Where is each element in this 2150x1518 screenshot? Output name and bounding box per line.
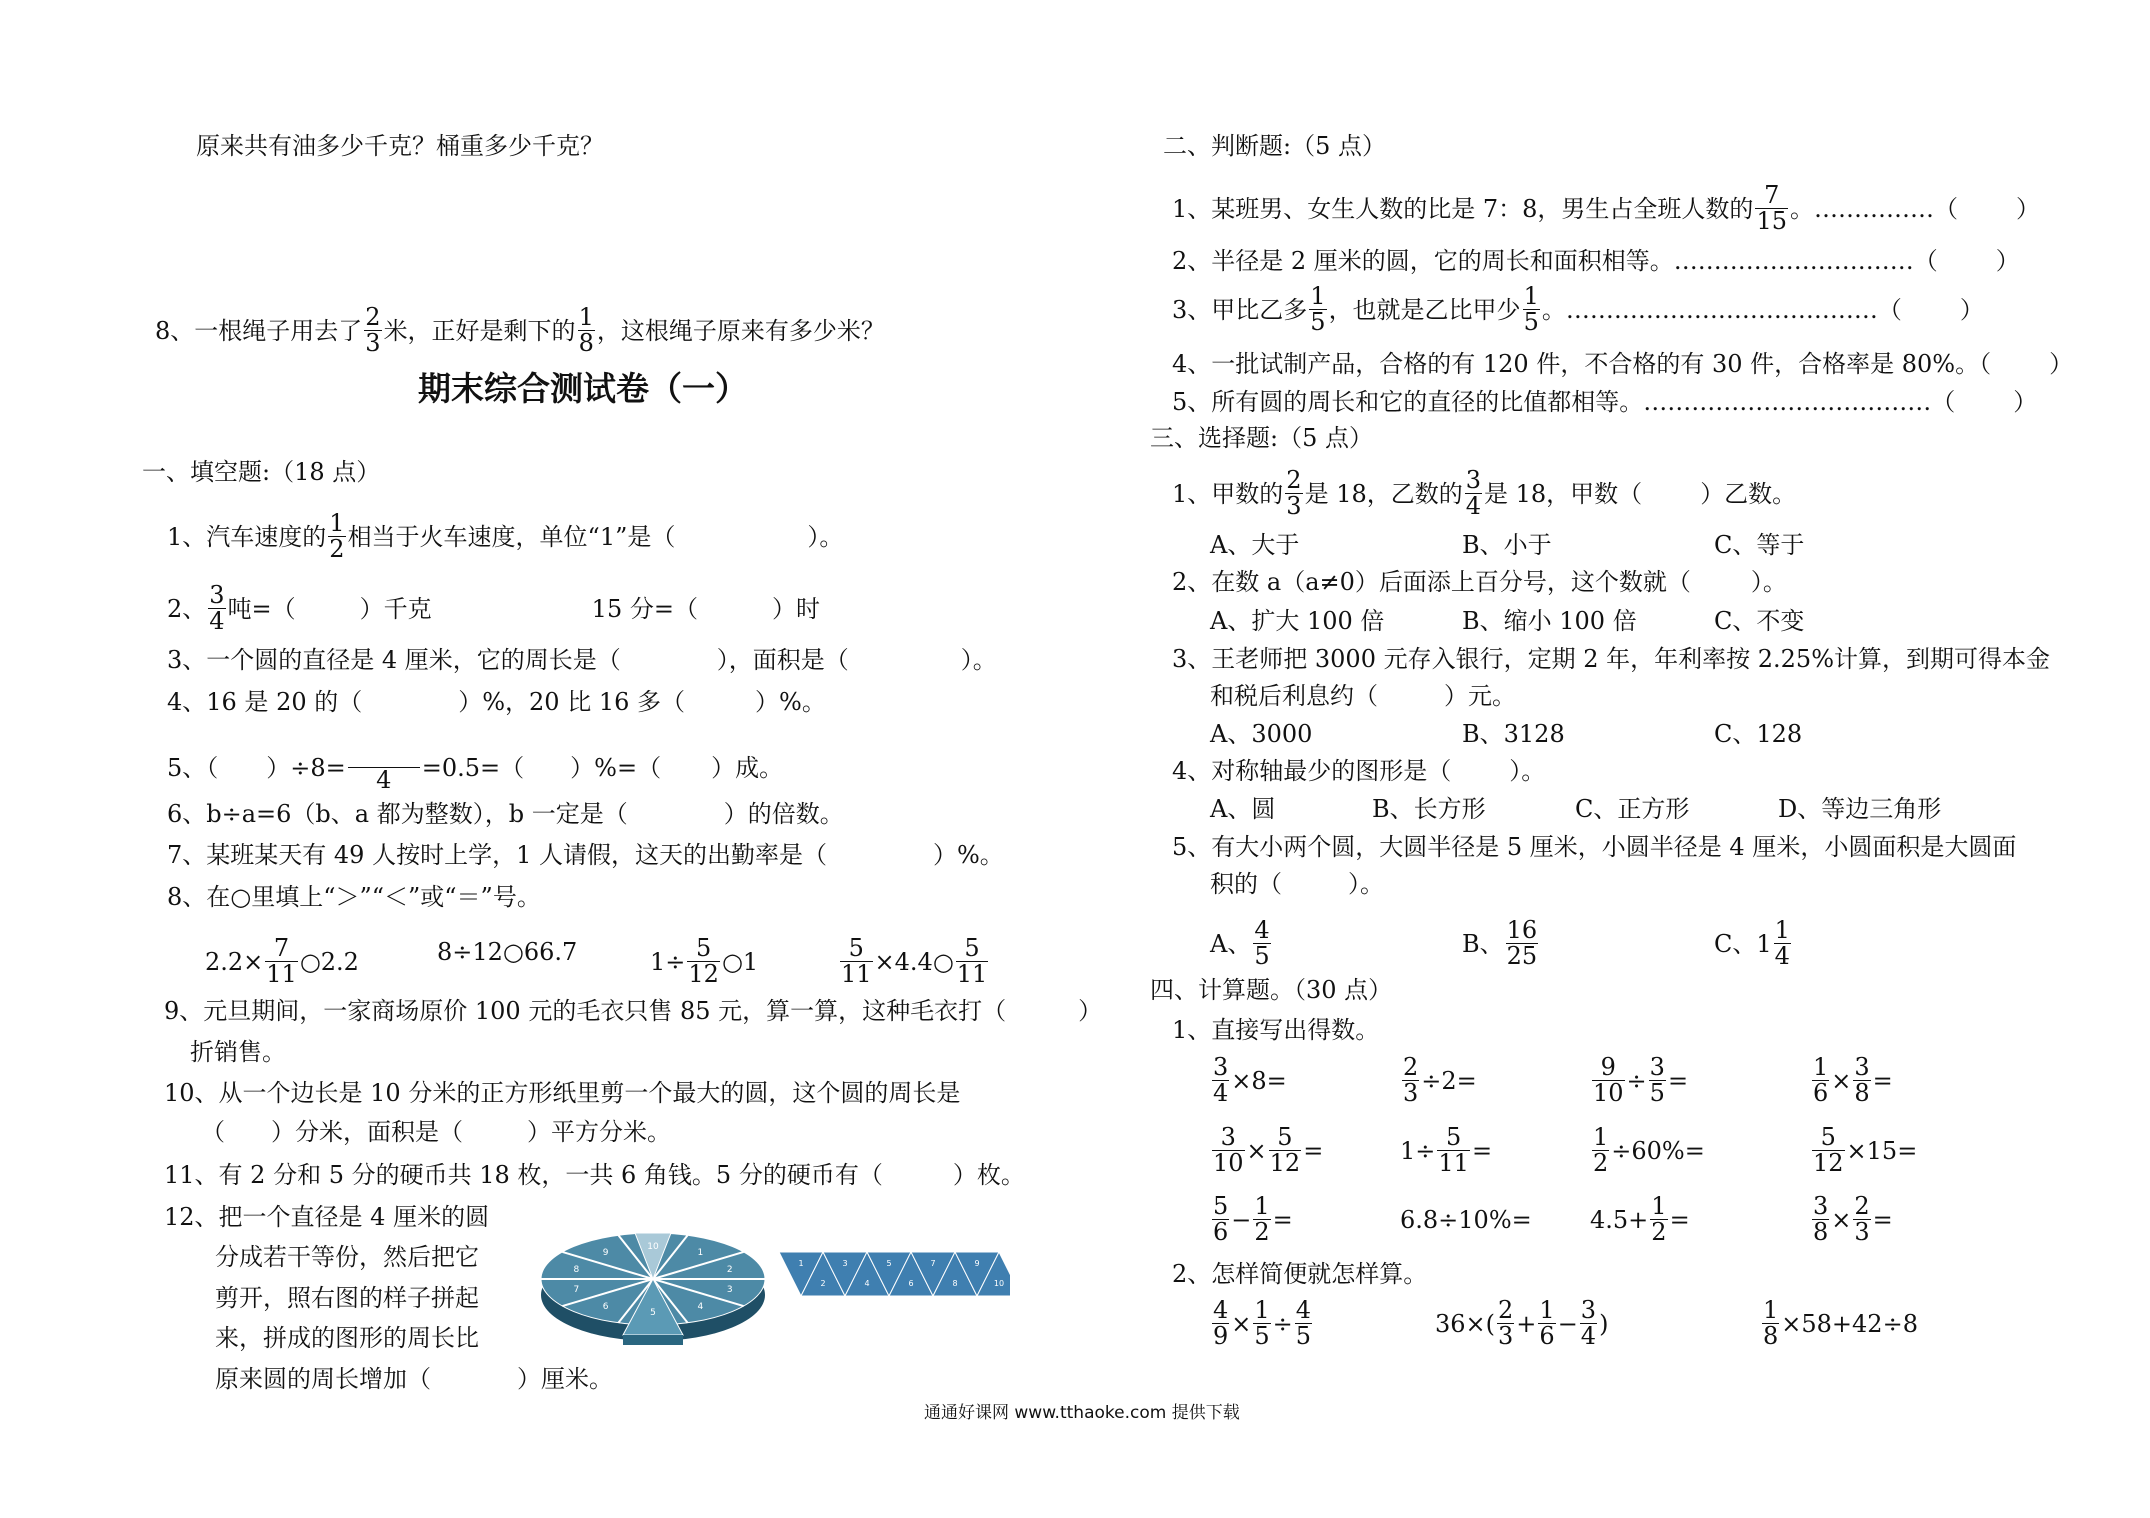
calc-item: $\frac{5}{6}$ − $\frac{1}{2}$ =	[1213, 1192, 1293, 1247]
calc-item: $\frac{5}{12}$ ×15=	[1813, 1123, 1918, 1178]
fill-question-9: 9、元旦期间，一家商场原价 100 元的毛衣只售 85 元，算一算，这种毛衣打（ ）	[164, 997, 1103, 1025]
simplify-2: 36×( $\frac{2}{3}$ + $\frac{1}{6}$ − $\frac{3}{4}$ )	[1435, 1296, 1609, 1351]
choice-5: 5、有大小两个圆，大圆半径是 5 厘米，小圆半径是 4 厘米，小圆面积是大圆面	[1172, 833, 2017, 861]
sector-label: 1	[697, 1248, 704, 1259]
choice-5-option-c: C、1 $\frac{1}{4}$	[1714, 916, 1790, 971]
choice-5-cont: 积的（ ）。	[1210, 870, 1384, 898]
sector-label: 5	[650, 1308, 656, 1319]
fill-question-12: 12、把一个直径是 4 厘米的圆	[164, 1203, 490, 1231]
fill-question-2: 2、 $\frac{3}{4}$ 吨=（ ）千克 15 分=（ ）时	[167, 581, 820, 636]
text: 米，正好是剩下的	[383, 317, 576, 346]
text: 8、一根绳子用去了	[155, 317, 363, 346]
section-3-heading: 三、选择题:（5 点）	[1150, 424, 1373, 452]
choice-1-option-b: B、小于	[1462, 531, 1552, 559]
choice-4-option-a: A、圆	[1210, 795, 1276, 823]
calc-item: $\frac{3}{10}$ × $\frac{5}{12}$ =	[1213, 1123, 1324, 1178]
choice-5-option-b: B、 $\frac{16}{25}$	[1462, 916, 1538, 971]
sector-triangle-label: 6	[908, 1279, 914, 1288]
footer-credit: 通通好课网 www.tthaoke.com 提供下载	[924, 1403, 1240, 1423]
fill-question-7: 7、某班某天有 49 人按时上学，1 人请假，这天的出勤率是（ ）%。	[167, 841, 1004, 869]
sectored-circle-image	[535, 1215, 775, 1345]
fill-question-5: 5、（ ）÷8= 4 =0.5=（ ）%=（ ）成。	[167, 744, 783, 795]
fill-question-10: 10、从一个边长是 10 分米的正方形纸里剪一个最大的圆，这个圆的周长是	[164, 1079, 961, 1107]
choice-5-option-a: A、 $\frac{4}{5}$	[1210, 916, 1270, 971]
text: ，这根绳子原来有多少米？	[596, 317, 885, 346]
sector-triangle-label: 8	[952, 1279, 958, 1288]
calc-item: 4.5+ $\frac{1}{2}$ =	[1590, 1192, 1690, 1247]
sector-triangle-label: 9	[974, 1259, 980, 1268]
question-8	[155, 303, 885, 358]
fill-question-11: 11、有 2 分和 5 分的硬币共 18 枚，一共 6 角钱。5 分的硬币有（ ）枚。	[164, 1161, 1025, 1189]
choice-3-option-c: C、128	[1714, 720, 1803, 748]
calc-item: $\frac{9}{10}$ ÷ $\frac{3}{5}$ =	[1593, 1053, 1689, 1108]
choice-4-option-c: C、正方形	[1575, 795, 1690, 823]
calc-item: 1÷ $\frac{5}{11}$ =	[1400, 1123, 1493, 1178]
calc-item: $\frac{3}{8}$ × $\frac{2}{3}$ =	[1813, 1192, 1893, 1247]
choice-2-option-c: C、不变	[1714, 607, 1805, 635]
sector-label: 6	[602, 1301, 609, 1312]
judge-1: 1、某班男、女生人数的比是 7：8，男生占全班人数的 $\frac{7}{15}$ 。……………（ ）	[1172, 181, 2040, 236]
judge-2: 2、半径是 2 厘米的圆，它的周长和面积相等。…………………………（ ）	[1172, 247, 2020, 275]
calc-item: 6.8÷10%=	[1400, 1206, 1532, 1234]
fill-question-9-cont: 折销售。	[190, 1038, 286, 1066]
sector-triangle-label: 3	[842, 1259, 848, 1268]
sector-label: 4	[697, 1301, 704, 1312]
simplify-3: $\frac{1}{8}$ ×58+42÷8	[1763, 1296, 1918, 1351]
sector-label: 7	[573, 1285, 580, 1296]
compare-2: 8÷12○66.7	[437, 938, 578, 966]
fill-question-3: 3、一个圆的直径是 4 厘米，它的周长是（ ），面积是（ ）。	[167, 646, 997, 674]
choice-2-option-b: B、缩小 100 倍	[1462, 607, 1637, 635]
judge-4: 4、一批试制产品，合格的有 120 件，不合格的有 30 件，合格率是 80%。（ ）	[1172, 350, 2074, 378]
sector-label: 9	[602, 1248, 609, 1259]
sector-triangle-label: 1	[798, 1259, 804, 1268]
calc-item: $\frac{2}{3}$ ÷2=	[1403, 1053, 1477, 1108]
fraction: $\frac{1}{8}$	[578, 303, 594, 358]
choice-3-option-a: A、3000	[1210, 720, 1313, 748]
choice-2-option-a: A、扩大 100 倍	[1210, 607, 1385, 635]
sector-triangle-label: 10	[993, 1279, 1005, 1288]
fraction: $\frac{2}{3}$	[365, 303, 381, 358]
sector-triangle-label: 5	[886, 1259, 892, 1268]
text: 原来共有油多少千克？桶重多少千克？	[196, 132, 604, 160]
choice-4: 4、对称轴最少的图形是（ ）。	[1172, 757, 1546, 785]
page-title: 期末综合测试卷（一）	[418, 369, 748, 408]
sector-label: 3	[726, 1285, 733, 1296]
sector-triangle-label: 7	[930, 1259, 936, 1268]
calc-item: $\frac{3}{4}$ ×8=	[1213, 1053, 1287, 1108]
section-2-heading: 二、判断题:（5 点）	[1163, 132, 1386, 160]
choice-1: 1、甲数的 $\frac{2}{3}$ 是 18，乙数的 $\frac{3}{4}$ 是 18，甲数（ ）乙数。	[1172, 466, 1797, 521]
fill-question-12-line5: 原来圆的周长增加（ ）厘米。	[215, 1365, 613, 1393]
choice-4-option-b: B、长方形	[1372, 795, 1486, 823]
choice-3: 3、王老师把 3000 元存入银行，定期 2 年，年利率按 2.25%计算，到期可得本金	[1172, 645, 2051, 673]
choice-3-cont: 和税后利息约（ ）元。	[1210, 682, 1516, 710]
choice-1-option-a: A、大于	[1210, 531, 1300, 559]
fill-question-10-cont: （ ）分米，面积是（ ）平方分米。	[201, 1118, 671, 1146]
continued-question-line	[196, 134, 604, 158]
section-4-heading: 四、计算题。（30 点）	[1150, 976, 1393, 1004]
fill-question-8: 8、在○里填上“＞”“＜”或“＝”号。	[167, 883, 541, 911]
calc-part-2-heading: 2、怎样简便就怎样算。	[1172, 1260, 1428, 1288]
fill-question-6: 6、b÷a=6（b、a 都为整数），b 一定是（ ）的倍数。	[167, 800, 844, 828]
fill-question-12-line3: 剪开，照右图的样子拼起	[215, 1284, 479, 1312]
sector-label: 10	[647, 1241, 659, 1252]
choice-4-option-d: D、等边三角形	[1778, 795, 1942, 823]
sector-label: 8	[573, 1264, 580, 1275]
judge-3: 3、甲比乙多 $\frac{1}{5}$ ，也就是乙比甲少 $\frac{1}{5}$ 。…………………………………（ ）	[1172, 282, 1984, 337]
fill-question-12-line2: 分成若干等份，然后把它	[215, 1243, 479, 1271]
sector-triangle-label: 4	[864, 1279, 870, 1288]
sector-triangle-label: 2	[820, 1279, 826, 1288]
fill-question-12-line4: 来，拼成的图形的周长比	[215, 1324, 479, 1352]
choice-3-option-b: B、3128	[1462, 720, 1565, 748]
compare-4: $\frac{5}{11}$ ×4.4○ $\frac{5}{11}$	[841, 934, 988, 989]
calc-part-1-heading: 1、直接写出得数。	[1172, 1016, 1380, 1044]
calc-item: $\frac{1}{6}$ × $\frac{3}{8}$ =	[1813, 1053, 1893, 1108]
simplify-1: $\frac{4}{9}$ × $\frac{1}{5}$ ÷ $\frac{4}{5}$	[1213, 1296, 1312, 1351]
judge-5: 5、所有圆的周长和它的直径的比值都相等。………………………………（ ）	[1172, 388, 2038, 416]
fill-question-4: 4、16 是 20 的（ ）%，20 比 16 多（ ）%。	[167, 688, 826, 716]
rearranged-sectors-image	[775, 1250, 1010, 1300]
choice-2: 2、在数 a（a≠0）后面添上百分号，这个数就（ ）。	[1172, 568, 1787, 596]
compare-1: 2.2× $\frac{7}{11}$ ○2.2	[205, 934, 359, 989]
calc-item: $\frac{1}{2}$ ÷60%=	[1593, 1123, 1705, 1178]
compare-3: 1÷ $\frac{5}{12}$ ○1	[650, 934, 759, 989]
choice-1-option-c: C、等于	[1714, 531, 1805, 559]
sector-label: 2	[726, 1264, 733, 1275]
section-1-heading: 一、填空题:（18 点）	[142, 458, 381, 486]
fill-question-1: 1、汽车速度的 $\frac{1}{2}$ 相当于火车速度，单位“1”是（ ）。	[167, 509, 844, 564]
